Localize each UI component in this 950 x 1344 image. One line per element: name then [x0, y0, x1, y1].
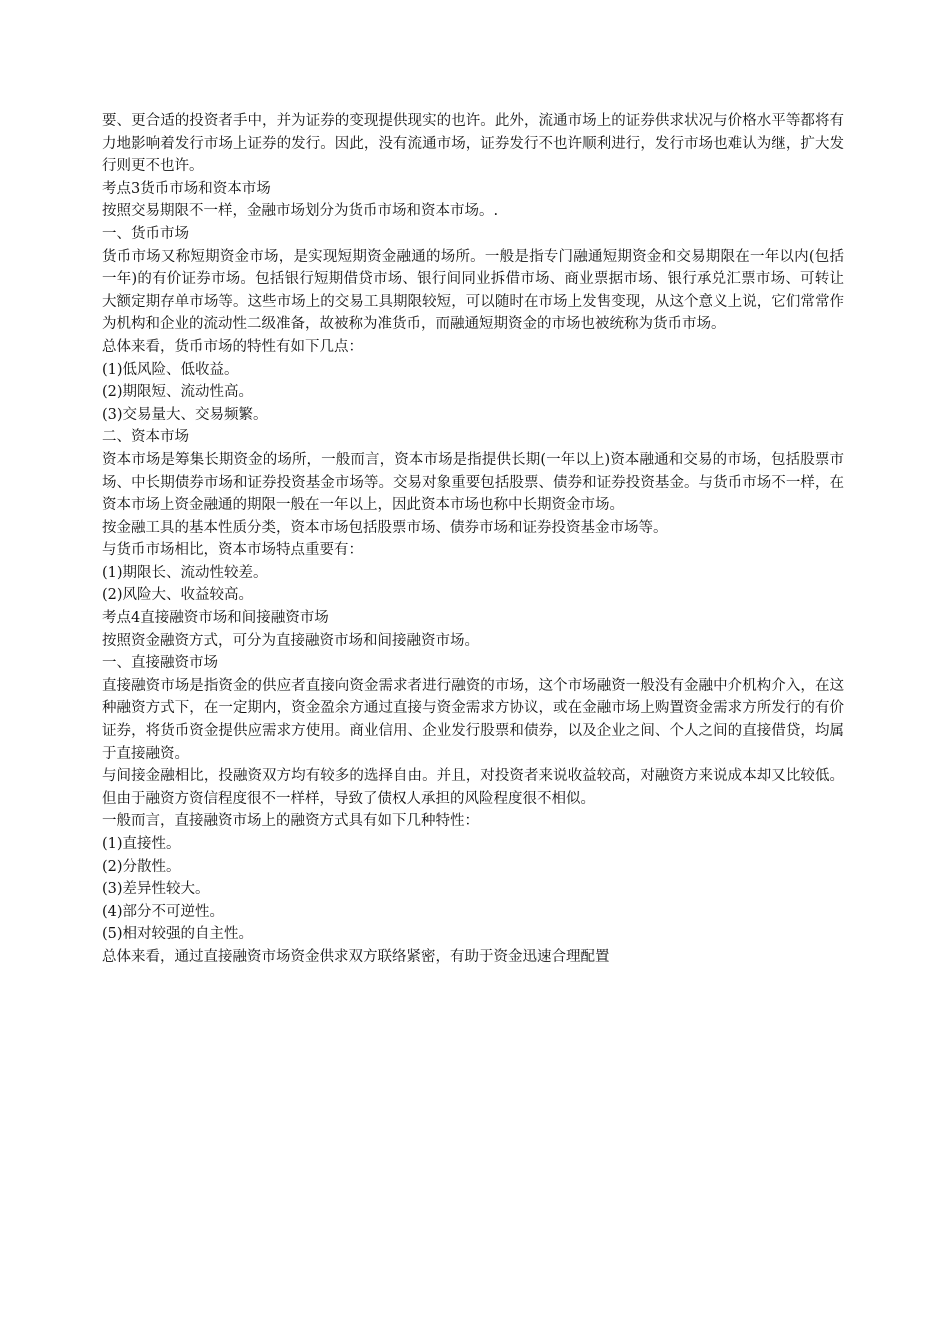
list-item-capital-market-2: (2)风险大、收益较高。: [102, 587, 254, 604]
paragraph-direct-financing-definition: 直接融资市场是指资金的供应者直接向资金需求者进行融资的市场，这个市场融资一般没有金融中介机构介入，在这种融资方式下，在一定期内，资金盈余方通过直接与资金需求方协议，或在金融市场上购置资金需求方所发行的有价证券，将货币资金提供应需求方使用。商业信用、企业发行股票和债券，以及企业之间、个人之间的直接借贷，均属于直接融资。: [102, 677, 844, 762]
list-item-money-market-3: (3)交易量大、交易频繁。: [102, 406, 268, 423]
subheading-direct-financing: 一、直接融资市场: [102, 655, 218, 672]
paragraph-intro-continuation: 要、更合适的投资者手中，并为证券的变现提供现实的也许。此外，流通市场上的证券供求状况与价格水平等都将有力地影响着发行市场上证券的发行。因此，没有流通市场，证券发行不也许顺利进行，发行市场也难认为继，扩大发行则更不也许。: [102, 113, 844, 175]
list-item-direct-financing-2: (2)分散性。: [102, 858, 181, 875]
paragraph-conclusion: 总体来看，通过直接融资市场资金供求双方联络紧密，有助于资金迅速合理配置: [102, 948, 610, 965]
section-heading-kaodian-3: 考点3货币市场和资本市场: [102, 180, 271, 197]
paragraph-money-market-features-intro: 总体来看，货币市场的特性有如下几点：: [102, 338, 363, 355]
paragraph-market-division: 按照交易期限不一样，金融市场划分为货币市场和资本市场。.: [102, 203, 499, 220]
paragraph-financing-division: 按照资金融资方式，可分为直接融资市场和间接融资市场。: [102, 632, 479, 649]
section-heading-kaodian-4: 考点4直接融资市场和间接融资市场: [102, 610, 329, 627]
list-item-money-market-1: (1)低风险、低收益。: [102, 361, 239, 378]
paragraph-money-market-definition: 货币市场又称短期资金市场，是实现短期资金融通的场所。一般是指专门融通短期资金和交易期限在一年以内(包括一年)的有价证券市场。包括银行短期借贷市场、银行间同业拆借市场、商业票据市场、银行承兑汇票市场、可转让大额定期存单市场等。这些市场上的交易工具期限较短，可以随时在市场上发售变现，从这个意义上说，它们常常作为机构和企业的流动性二级准备，故被称为准货币，而融通短期资金的市场也被统称为货币市场。: [102, 248, 844, 333]
paragraph-direct-financing-features-intro: 一般而言，直接融资市场上的融资方式具有如下几种特性：: [102, 813, 479, 830]
list-item-direct-financing-3: (3)差异性较大。: [102, 881, 210, 898]
list-item-direct-financing-5: (5)相对较强的自主性。: [102, 926, 254, 943]
paragraph-capital-market-definition: 资本市场是筹集长期资金的场所，一般而言，资本市场是指提供长期(一年以上)资本融通和交易的市场，包括股票市场、中长期债券市场和证券投资基金市场等。交易对象重要包括股票、债券和证券投资基金。与货币市场不一样，在资本市场上资金融通的期限一般在一年以上，因此资本市场也称中长期资金市场。: [102, 451, 844, 514]
subheading-money-market: 一、货币市场: [102, 225, 189, 242]
list-item-capital-market-1: (1)期限长、流动性较差。: [102, 564, 268, 581]
document-body: [102, 110, 844, 969]
paragraph-direct-financing-comparison: 与间接金融相比，投融资双方均有较多的选择自由。并且，对投资者来说收益较高，对融资方来说成本却又比较低。但由于融资方资信程度很不一样样，导致了债权人承担的风险程度很不相似。: [102, 768, 844, 807]
paragraph-capital-market-features-intro: 与货币市场相比，资本市场特点重要有：: [102, 542, 363, 559]
list-item-direct-financing-4: (4)部分不可逆性。: [102, 903, 225, 920]
list-item-money-market-2: (2)期限短、流动性高。: [102, 384, 254, 401]
list-item-direct-financing-1: (1)直接性。: [102, 836, 181, 852]
subheading-capital-market: 二、资本市场: [102, 429, 189, 446]
paragraph-capital-market-classification: 按金融工具的基本性质分类，资本市场包括股票市场、债券市场和证券投资基金市场等。: [102, 519, 668, 536]
